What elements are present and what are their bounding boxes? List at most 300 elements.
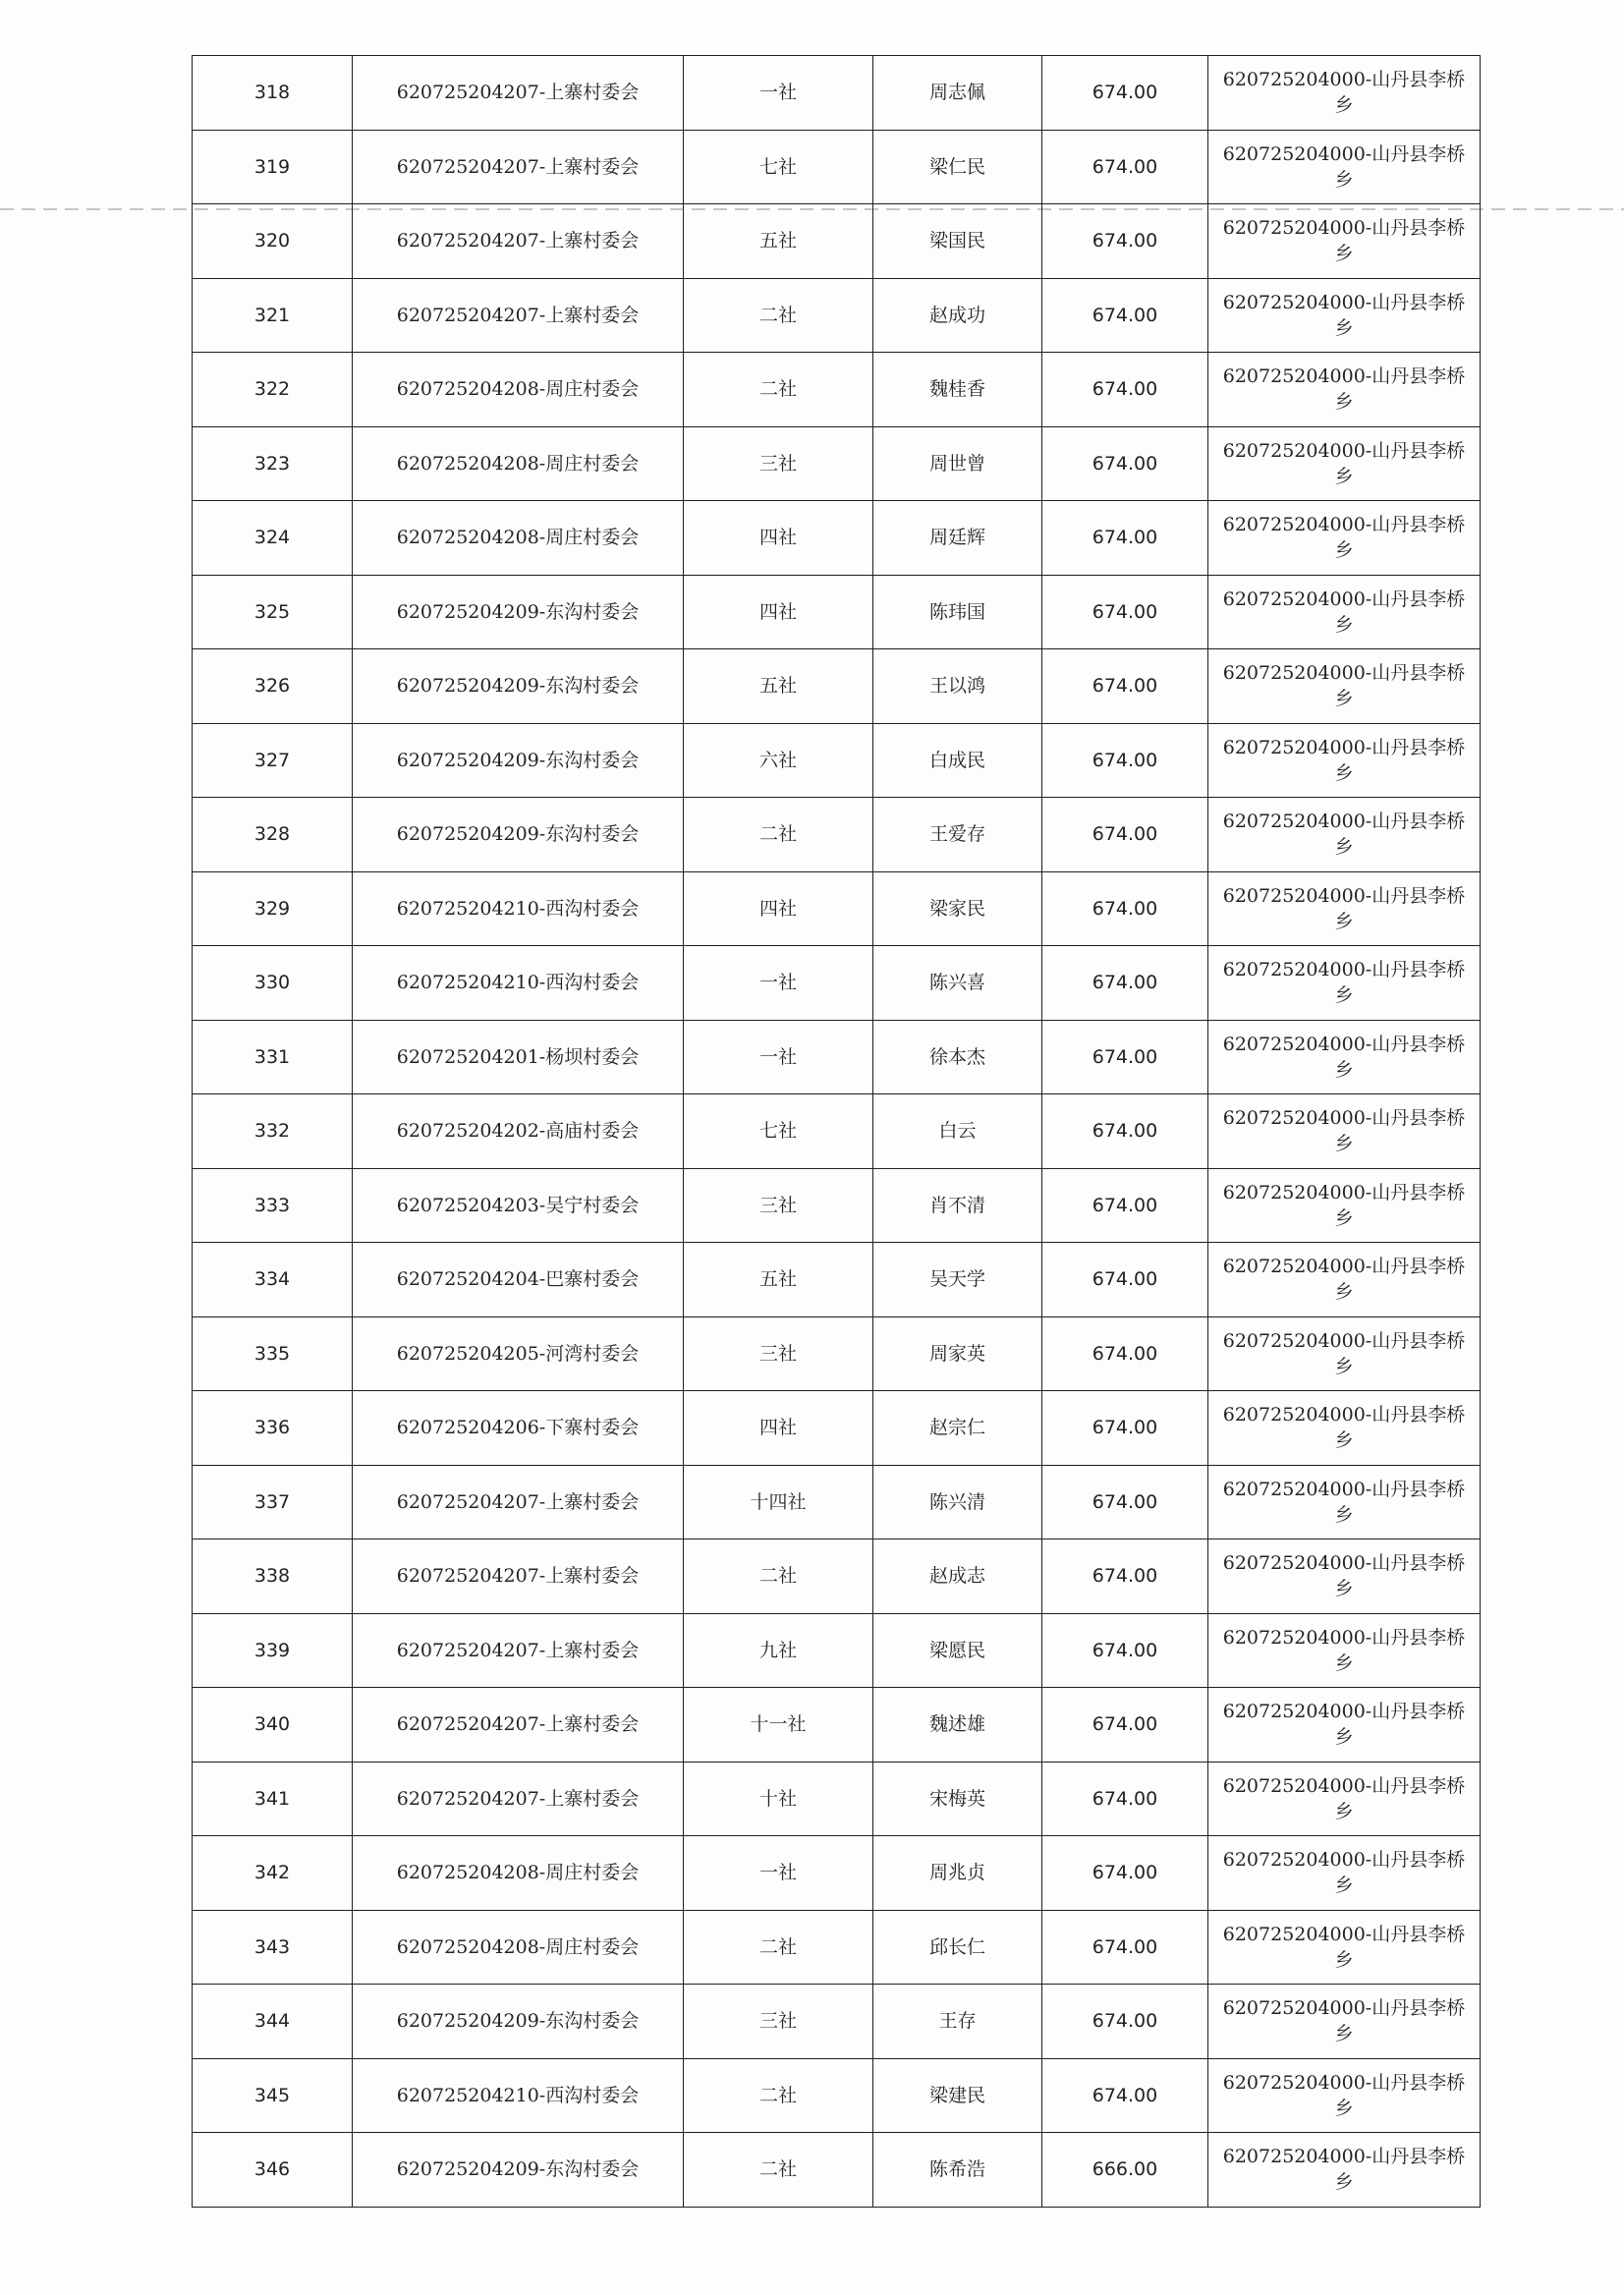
- row-seq-number: [193, 1688, 353, 1763]
- table-row: [193, 1243, 1481, 1317]
- row-village-committee: [353, 1020, 684, 1094]
- row-amount-text: 674.00: [1092, 1787, 1158, 1810]
- table-row: [193, 2133, 1481, 2208]
- row-group-text: 五社: [758, 230, 797, 252]
- row-township-text: 620725204000-山丹县李桥乡: [1222, 1626, 1466, 1674]
- row-village-committee-text: 620725204204-巴寨村委会: [396, 1268, 640, 1291]
- row-village-committee: [353, 649, 684, 724]
- row-village-committee-text: 620725204207-上寨村委会: [396, 230, 640, 252]
- row-township-text: 620725204000-山丹县李桥乡: [1222, 1701, 1466, 1749]
- row-seq-number-text: 332: [253, 1120, 291, 1143]
- row-amount-text: 674.00: [1092, 230, 1158, 252]
- row-seq-number: [193, 1910, 353, 1985]
- row-village-committee-text: 620725204208-周庄村委会: [396, 452, 640, 475]
- row-seq-number-text: 346: [253, 2158, 291, 2181]
- row-person-name-text: 王爱存: [928, 823, 985, 846]
- row-amount-text: 674.00: [1092, 675, 1158, 698]
- row-group-text: 二社: [758, 1565, 797, 1588]
- row-person-name: [873, 1465, 1042, 1539]
- row-seq-number-text: 323: [253, 452, 291, 475]
- row-seq-number: [193, 1539, 353, 1614]
- row-village-committee-text: 620725204209-东沟村委会: [396, 600, 640, 623]
- row-group-text: 二社: [758, 2158, 797, 2181]
- row-group: [684, 946, 873, 1021]
- row-group-text: 七社: [758, 155, 797, 178]
- row-township: [1208, 353, 1481, 427]
- row-township: [1208, 946, 1481, 1021]
- row-group: [684, 1613, 873, 1688]
- row-amount: [1042, 871, 1208, 946]
- row-township: [1208, 1539, 1481, 1614]
- row-person-name-text: 赵宗仁: [928, 1417, 985, 1439]
- row-group-text: 四社: [758, 897, 797, 920]
- row-group: [684, 1688, 873, 1763]
- row-group: [684, 1168, 873, 1243]
- row-amount: [1042, 426, 1208, 501]
- row-village-committee-text: 620725204208-周庄村委会: [396, 378, 640, 401]
- row-person-name-text: 周志佩: [928, 82, 985, 104]
- row-person-name: [873, 353, 1042, 427]
- row-person-name: [873, 426, 1042, 501]
- row-amount: [1042, 798, 1208, 872]
- row-person-name-text: 梁仁民: [928, 155, 985, 178]
- row-amount-text: 674.00: [1092, 452, 1158, 475]
- row-township: [1208, 1688, 1481, 1763]
- table-row: [193, 1688, 1481, 1763]
- row-township-text: 620725204000-山丹县李桥乡: [1222, 1404, 1466, 1452]
- row-seq-number: [193, 1020, 353, 1094]
- row-village-committee-text: 620725204207-上寨村委会: [396, 304, 640, 326]
- row-person-name: [873, 871, 1042, 946]
- row-village-committee: [353, 130, 684, 204]
- row-person-name-text: 陈玮国: [928, 600, 985, 623]
- row-township: [1208, 2058, 1481, 2133]
- row-township: [1208, 798, 1481, 872]
- row-seq-number: [193, 56, 353, 131]
- row-township: [1208, 2133, 1481, 2208]
- row-group-text: 七社: [758, 1120, 797, 1143]
- row-township-text: 620725204000-山丹县李桥乡: [1222, 1107, 1466, 1155]
- row-village-committee-text: 620725204201-杨坝村委会: [396, 1045, 640, 1068]
- row-village-committee: [353, 1688, 684, 1763]
- row-amount-text: 674.00: [1092, 155, 1158, 178]
- row-township: [1208, 1910, 1481, 1985]
- table-row: [193, 1613, 1481, 1688]
- row-amount: [1042, 575, 1208, 649]
- row-village-committee-text: 620725204205-河湾村委会: [396, 1342, 640, 1365]
- row-seq-number: [193, 1094, 353, 1169]
- row-amount: [1042, 1094, 1208, 1169]
- row-amount-text: 674.00: [1092, 2084, 1158, 2106]
- row-village-committee: [353, 1316, 684, 1391]
- row-amount-text: 674.00: [1092, 527, 1158, 549]
- row-seq-number: [193, 2133, 353, 2208]
- row-township: [1208, 1168, 1481, 1243]
- row-group-text: 五社: [758, 675, 797, 698]
- row-village-committee-text: 620725204209-东沟村委会: [396, 675, 640, 698]
- row-village-committee: [353, 1539, 684, 1614]
- row-township: [1208, 1613, 1481, 1688]
- row-person-name: [873, 946, 1042, 1021]
- row-seq-number-text: 336: [253, 1417, 291, 1439]
- row-seq-number-text: 342: [253, 1862, 291, 1884]
- row-township: [1208, 1094, 1481, 1169]
- row-group: [684, 798, 873, 872]
- row-township-text: 620725204000-山丹县李桥乡: [1222, 1552, 1466, 1600]
- row-amount-text: 674.00: [1092, 378, 1158, 401]
- row-person-name-text: 周兆贞: [928, 1862, 985, 1884]
- row-seq-number-text: 322: [253, 378, 291, 401]
- row-township: [1208, 1316, 1481, 1391]
- row-seq-number-text: 345: [253, 2084, 291, 2106]
- row-person-name-text: 梁家民: [928, 897, 985, 920]
- row-village-committee: [353, 1094, 684, 1169]
- row-seq-number-text: 335: [253, 1342, 291, 1365]
- row-amount: [1042, 501, 1208, 576]
- row-person-name-text: 周世曾: [928, 452, 985, 475]
- row-amount: [1042, 2133, 1208, 2208]
- row-group: [684, 1465, 873, 1539]
- row-amount: [1042, 1910, 1208, 1985]
- row-village-committee: [353, 798, 684, 872]
- table-row: [193, 501, 1481, 576]
- row-seq-number-text: 331: [253, 1045, 291, 1068]
- table-row: [193, 426, 1481, 501]
- row-person-name: [873, 575, 1042, 649]
- row-person-name: [873, 278, 1042, 353]
- row-amount: [1042, 1243, 1208, 1317]
- row-group: [684, 575, 873, 649]
- row-amount: [1042, 1465, 1208, 1539]
- row-amount: [1042, 1539, 1208, 1614]
- row-village-committee-text: 620725204210-西沟村委会: [396, 972, 640, 994]
- row-village-committee-text: 620725204209-东沟村委会: [396, 823, 640, 846]
- table-row: [193, 1168, 1481, 1243]
- row-village-committee: [353, 1985, 684, 2059]
- row-township: [1208, 1391, 1481, 1466]
- row-seq-number: [193, 946, 353, 1021]
- row-group-text: 一社: [758, 82, 797, 104]
- row-amount-text: 674.00: [1092, 1342, 1158, 1365]
- row-township: [1208, 1465, 1481, 1539]
- row-seq-number: [193, 278, 353, 353]
- row-seq-number: [193, 1762, 353, 1836]
- row-amount: [1042, 723, 1208, 798]
- row-person-name-text: 赵成志: [928, 1565, 985, 1588]
- row-village-committee-text: 620725204209-东沟村委会: [396, 2010, 640, 2033]
- row-person-name: [873, 1539, 1042, 1614]
- row-person-name-text: 宋梅英: [928, 1787, 985, 1810]
- row-township-text: 620725204000-山丹县李桥乡: [1222, 811, 1466, 859]
- row-person-name: [873, 1910, 1042, 1985]
- row-amount-text: 666.00: [1092, 2158, 1158, 2181]
- row-village-committee: [353, 2133, 684, 2208]
- row-group-text: 六社: [758, 749, 797, 771]
- row-village-committee-text: 620725204207-上寨村委会: [396, 82, 640, 104]
- row-seq-number-text: 343: [253, 1935, 291, 1958]
- row-group-text: 四社: [758, 600, 797, 623]
- row-group: [684, 426, 873, 501]
- row-person-name: [873, 1688, 1042, 1763]
- row-group: [684, 56, 873, 131]
- row-group-text: 二社: [758, 1935, 797, 1958]
- row-village-committee: [353, 1465, 684, 1539]
- row-amount: [1042, 353, 1208, 427]
- row-group-text: 九社: [758, 1639, 797, 1661]
- row-township-text: 620725204000-山丹县李桥乡: [1222, 2071, 1466, 2119]
- row-township-text: 620725204000-山丹县李桥乡: [1222, 365, 1466, 414]
- row-group: [684, 1316, 873, 1391]
- row-group-text: 一社: [758, 1045, 797, 1068]
- row-person-name: [873, 204, 1042, 279]
- row-township: [1208, 1020, 1481, 1094]
- row-seq-number-text: 318: [253, 82, 291, 104]
- row-village-committee: [353, 1168, 684, 1243]
- row-person-name: [873, 1613, 1042, 1688]
- row-seq-number: [193, 501, 353, 576]
- row-group: [684, 1910, 873, 1985]
- row-person-name: [873, 501, 1042, 576]
- row-township-text: 620725204000-山丹县李桥乡: [1222, 736, 1466, 784]
- table-row: [193, 1762, 1481, 1836]
- row-township-text: 620725204000-山丹县李桥乡: [1222, 2146, 1466, 2194]
- row-amount: [1042, 204, 1208, 279]
- row-township-text: 620725204000-山丹县李桥乡: [1222, 588, 1466, 636]
- row-person-name-text: 陈希浩: [928, 2158, 985, 2181]
- row-group-text: 四社: [758, 527, 797, 549]
- row-seq-number-text: 320: [253, 230, 291, 252]
- row-person-name-text: 徐本杰: [928, 1045, 985, 1068]
- row-village-committee: [353, 946, 684, 1021]
- row-group: [684, 1243, 873, 1317]
- row-seq-number-text: 339: [253, 1639, 291, 1661]
- row-amount: [1042, 1762, 1208, 1836]
- row-person-name: [873, 1094, 1042, 1169]
- row-village-committee: [353, 1243, 684, 1317]
- row-person-name: [873, 798, 1042, 872]
- row-township: [1208, 649, 1481, 724]
- row-person-name-text: 王以鸿: [928, 675, 985, 698]
- table-row: [193, 278, 1481, 353]
- row-group-text: 二社: [758, 378, 797, 401]
- row-amount-text: 674.00: [1092, 1120, 1158, 1143]
- row-amount: [1042, 1168, 1208, 1243]
- table-row: [193, 1316, 1481, 1391]
- row-village-committee-text: 620725204208-周庄村委会: [396, 1935, 640, 1958]
- row-village-committee: [353, 56, 684, 131]
- row-amount: [1042, 278, 1208, 353]
- row-township: [1208, 871, 1481, 946]
- row-person-name-text: 魏桂香: [928, 378, 985, 401]
- row-person-name: [873, 130, 1042, 204]
- row-group: [684, 1762, 873, 1836]
- row-seq-number: [193, 1836, 353, 1911]
- row-amount-text: 674.00: [1092, 1565, 1158, 1588]
- row-township-text: 620725204000-山丹县李桥乡: [1222, 142, 1466, 191]
- table-row: [193, 1020, 1481, 1094]
- row-amount: [1042, 1836, 1208, 1911]
- row-amount: [1042, 946, 1208, 1021]
- row-seq-number-text: 319: [253, 155, 291, 178]
- row-person-name: [873, 1168, 1042, 1243]
- row-group: [684, 2133, 873, 2208]
- row-township: [1208, 723, 1481, 798]
- table-row: [193, 1539, 1481, 1614]
- row-group: [684, 501, 873, 576]
- row-person-name-text: 吴天学: [928, 1268, 985, 1291]
- row-village-committee: [353, 1391, 684, 1466]
- row-seq-number-text: 328: [253, 823, 291, 846]
- row-seq-number: [193, 426, 353, 501]
- row-village-committee: [353, 1910, 684, 1985]
- row-seq-number: [193, 353, 353, 427]
- row-amount-text: 674.00: [1092, 1045, 1158, 1068]
- row-amount: [1042, 1613, 1208, 1688]
- row-seq-number-text: 329: [253, 897, 291, 920]
- row-seq-number: [193, 1465, 353, 1539]
- row-township-text: 620725204000-山丹县李桥乡: [1222, 217, 1466, 265]
- row-village-committee-text: 620725204207-上寨村委会: [396, 1713, 640, 1736]
- row-seq-number-text: 321: [253, 304, 291, 326]
- row-village-committee: [353, 1613, 684, 1688]
- row-township: [1208, 130, 1481, 204]
- row-township-text: 620725204000-山丹县李桥乡: [1222, 884, 1466, 932]
- row-group-text: 三社: [758, 2010, 797, 2033]
- row-group: [684, 1539, 873, 1614]
- row-seq-number: [193, 2058, 353, 2133]
- row-person-name-text: 赵成功: [928, 304, 985, 326]
- row-person-name-text: 梁国民: [928, 230, 985, 252]
- row-group-text: 三社: [758, 1194, 797, 1216]
- row-amount-text: 674.00: [1092, 1935, 1158, 1958]
- row-village-committee: [353, 575, 684, 649]
- row-township-text: 620725204000-山丹县李桥乡: [1222, 1033, 1466, 1081]
- row-seq-number: [193, 649, 353, 724]
- row-township-text: 620725204000-山丹县李桥乡: [1222, 1849, 1466, 1897]
- row-seq-number: [193, 798, 353, 872]
- row-group-text: 三社: [758, 452, 797, 475]
- row-seq-number-text: 340: [253, 1713, 291, 1736]
- row-township: [1208, 501, 1481, 576]
- row-person-name: [873, 1836, 1042, 1911]
- row-amount-text: 674.00: [1092, 304, 1158, 326]
- ledger-body: [193, 56, 1481, 2208]
- row-village-committee-text: 620725204207-上寨村委会: [396, 1565, 640, 1588]
- row-township: [1208, 575, 1481, 649]
- row-person-name-text: 肖不清: [928, 1194, 985, 1216]
- row-township-text: 620725204000-山丹县李桥乡: [1222, 514, 1466, 562]
- row-group: [684, 353, 873, 427]
- row-seq-number-text: 338: [253, 1565, 291, 1588]
- table-row: [193, 204, 1481, 279]
- table-row: [193, 1836, 1481, 1911]
- row-amount-text: 674.00: [1092, 1862, 1158, 1884]
- row-village-committee: [353, 501, 684, 576]
- row-seq-number-text: 333: [253, 1194, 291, 1216]
- row-village-committee-text: 620725204210-西沟村委会: [396, 897, 640, 920]
- row-amount-text: 674.00: [1092, 1639, 1158, 1661]
- row-amount: [1042, 1391, 1208, 1466]
- row-person-name-text: 周廷辉: [928, 527, 985, 549]
- row-seq-number: [193, 1168, 353, 1243]
- row-group: [684, 871, 873, 946]
- row-township: [1208, 1836, 1481, 1911]
- row-seq-number: [193, 1985, 353, 2059]
- row-amount-text: 674.00: [1092, 749, 1158, 771]
- row-township-text: 620725204000-山丹县李桥乡: [1222, 1181, 1466, 1229]
- row-amount: [1042, 1985, 1208, 2059]
- row-amount-text: 674.00: [1092, 1490, 1158, 1513]
- row-seq-number-text: 344: [253, 2010, 291, 2033]
- row-seq-number: [193, 1391, 353, 1466]
- table-row: [193, 130, 1481, 204]
- row-group-text: 十四社: [750, 1490, 807, 1513]
- table-row: [193, 1985, 1481, 2059]
- table-row: [193, 798, 1481, 872]
- row-group-text: 二社: [758, 823, 797, 846]
- row-township-text: 620725204000-山丹县李桥乡: [1222, 439, 1466, 487]
- row-township-text: 620725204000-山丹县李桥乡: [1222, 959, 1466, 1007]
- row-person-name: [873, 1020, 1042, 1094]
- row-person-name: [873, 1762, 1042, 1836]
- row-village-committee-text: 620725204207-上寨村委会: [396, 1490, 640, 1513]
- row-township-text: 620725204000-山丹县李桥乡: [1222, 1923, 1466, 1971]
- row-group: [684, 1391, 873, 1466]
- row-seq-number-text: 330: [253, 972, 291, 994]
- row-village-committee: [353, 723, 684, 798]
- row-seq-number: [193, 1613, 353, 1688]
- table-row: [193, 56, 1481, 131]
- row-seq-number-text: 341: [253, 1787, 291, 1810]
- row-township: [1208, 56, 1481, 131]
- row-township: [1208, 1243, 1481, 1317]
- table-row: [193, 1465, 1481, 1539]
- row-township-text: 620725204000-山丹县李桥乡: [1222, 69, 1466, 117]
- table-row: [193, 575, 1481, 649]
- row-village-committee: [353, 1836, 684, 1911]
- row-amount: [1042, 649, 1208, 724]
- row-group-text: 二社: [758, 304, 797, 326]
- table-row: [193, 723, 1481, 798]
- table-row: [193, 1910, 1481, 1985]
- row-person-name-text: 梁建民: [928, 2084, 985, 2106]
- row-group: [684, 1020, 873, 1094]
- row-township: [1208, 1762, 1481, 1836]
- row-amount: [1042, 1316, 1208, 1391]
- table-row: [193, 353, 1481, 427]
- row-village-committee-text: 620725204207-上寨村委会: [396, 1639, 640, 1661]
- row-township-text: 620725204000-山丹县李桥乡: [1222, 1256, 1466, 1304]
- row-township-text: 620725204000-山丹县李桥乡: [1222, 1329, 1466, 1377]
- row-person-name: [873, 2133, 1042, 2208]
- row-person-name: [873, 56, 1042, 131]
- table-row: [193, 2058, 1481, 2133]
- row-person-name-text: 白成民: [928, 749, 985, 771]
- row-amount-text: 674.00: [1092, 2010, 1158, 2033]
- row-township-text: 620725204000-山丹县李桥乡: [1222, 1478, 1466, 1526]
- row-village-committee-text: 620725204206-下寨村委会: [396, 1417, 640, 1439]
- row-township-text: 620725204000-山丹县李桥乡: [1222, 1997, 1466, 2045]
- row-person-name: [873, 723, 1042, 798]
- row-village-committee: [353, 1762, 684, 1836]
- row-person-name-text: 陈兴清: [928, 1490, 985, 1513]
- row-amount: [1042, 2058, 1208, 2133]
- subsidy-ledger-table: [192, 55, 1481, 2208]
- row-seq-number: [193, 1316, 353, 1391]
- row-township: [1208, 204, 1481, 279]
- row-person-name-text: 梁愿民: [928, 1639, 985, 1661]
- row-person-name-text: 周家英: [928, 1342, 985, 1365]
